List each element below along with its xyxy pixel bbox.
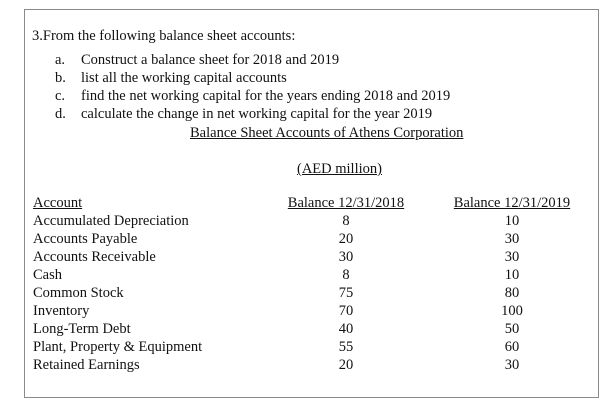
unit-label: (AED million)	[297, 161, 382, 177]
task-list	[55, 51, 450, 123]
balance-2018: 8	[342, 267, 350, 283]
balance-2018: 55	[338, 339, 354, 355]
account-name: Plant, Property & Equipment	[33, 339, 203, 355]
task-text: list all the working capital accounts	[81, 70, 287, 86]
task-item	[55, 87, 450, 105]
column-header-2019: Balance 12/31/2019	[453, 195, 571, 211]
balance-2018: 40	[338, 321, 354, 337]
balance-2018: 70	[338, 303, 354, 319]
task-item	[55, 69, 450, 87]
account-name: Long-Term Debt	[33, 321, 131, 337]
task-text: Construct a balance sheet for 2018 and 2019	[81, 52, 340, 68]
balance-2018: 30	[338, 249, 354, 265]
balance-2019: 80	[504, 285, 520, 301]
balance-2019: 10	[504, 213, 520, 229]
balance-2019: 30	[504, 231, 520, 247]
table-title: Balance Sheet Accounts of Athens Corporation	[190, 125, 464, 141]
balance-2019: 30	[504, 249, 520, 265]
task-letter: d.	[55, 106, 66, 122]
task-text: calculate the change in net working capital for the year 2019	[81, 106, 433, 122]
account-name: Accumulated Depreciation	[33, 213, 189, 229]
task-letter: c.	[55, 88, 66, 104]
account-name: Cash	[33, 267, 62, 283]
question-text: 3.From the following balance sheet accounts:	[32, 28, 296, 44]
balance-2019: 100	[501, 303, 523, 319]
balance-2019: 50	[504, 321, 520, 337]
task-item	[55, 105, 450, 123]
balance-2018: 8	[342, 213, 350, 229]
balance-2018: 20	[338, 357, 354, 373]
balance-2018: 20	[338, 231, 354, 247]
balance-2019: 30	[504, 357, 520, 373]
balance-2018: 75	[338, 285, 354, 301]
column-header-2018: Balance 12/31/2018	[287, 195, 405, 211]
account-name: Retained Earnings	[33, 357, 140, 373]
task-item	[55, 51, 450, 69]
column-header-account: Account	[33, 195, 83, 211]
account-name: Common Stock	[33, 285, 124, 301]
account-name: Inventory	[33, 303, 90, 319]
balance-2019: 60	[504, 339, 520, 355]
task-letter: a.	[55, 52, 66, 68]
task-letter: b.	[55, 70, 66, 86]
task-text: find the net working capital for the years ending 2018 and 2019	[81, 88, 451, 104]
balance-2019: 10	[504, 267, 520, 283]
account-name: Accounts Receivable	[33, 249, 156, 265]
account-name: Accounts Payable	[33, 231, 138, 247]
